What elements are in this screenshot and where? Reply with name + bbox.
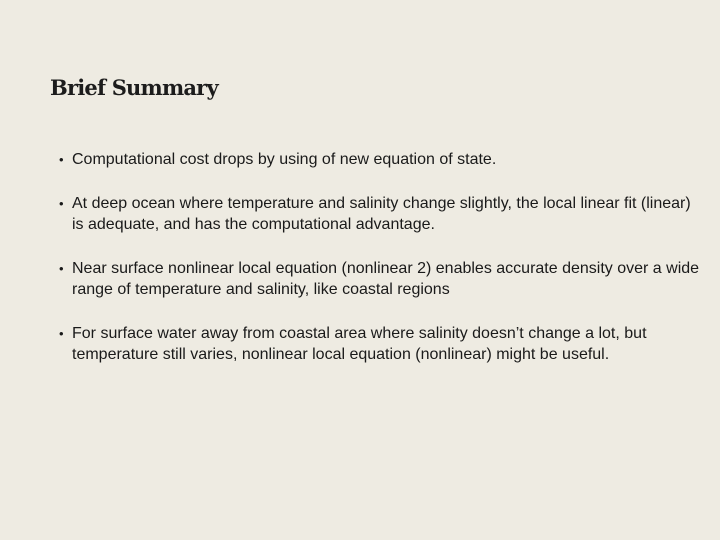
- slide-title: Brief Summary: [50, 75, 218, 100]
- bullet-item: [58, 193, 703, 236]
- bullet-list: [58, 149, 703, 388]
- bullet-dot-icon: •: [59, 195, 64, 211]
- bullet-item: [58, 323, 703, 366]
- bullet-dot-icon: •: [59, 152, 64, 167]
- bullet-dot-icon: •: [59, 260, 64, 276]
- bullet-dot-icon: •: [59, 325, 64, 341]
- bullet-text: At deep ocean where temperature and salinity change slightly, the local linear fit (linear) is adequate, and has the computational advantage.: [72, 194, 691, 233]
- bullet-text: Near surface nonlinear local equation (nonlinear 2) enables accurate density over a wide range of temperature and salinity, like coastal regions: [72, 259, 700, 298]
- bullet-text: Computational cost drops by using of new equation of state.: [72, 151, 497, 168]
- bullet-item: [58, 258, 703, 301]
- bullet-text: For surface water away from coastal area where salinity doesn’t change a lot, but temperature still varies, nonlinear local equation (nonlinear) might be useful.: [72, 324, 647, 363]
- bullet-item: [58, 149, 703, 171]
